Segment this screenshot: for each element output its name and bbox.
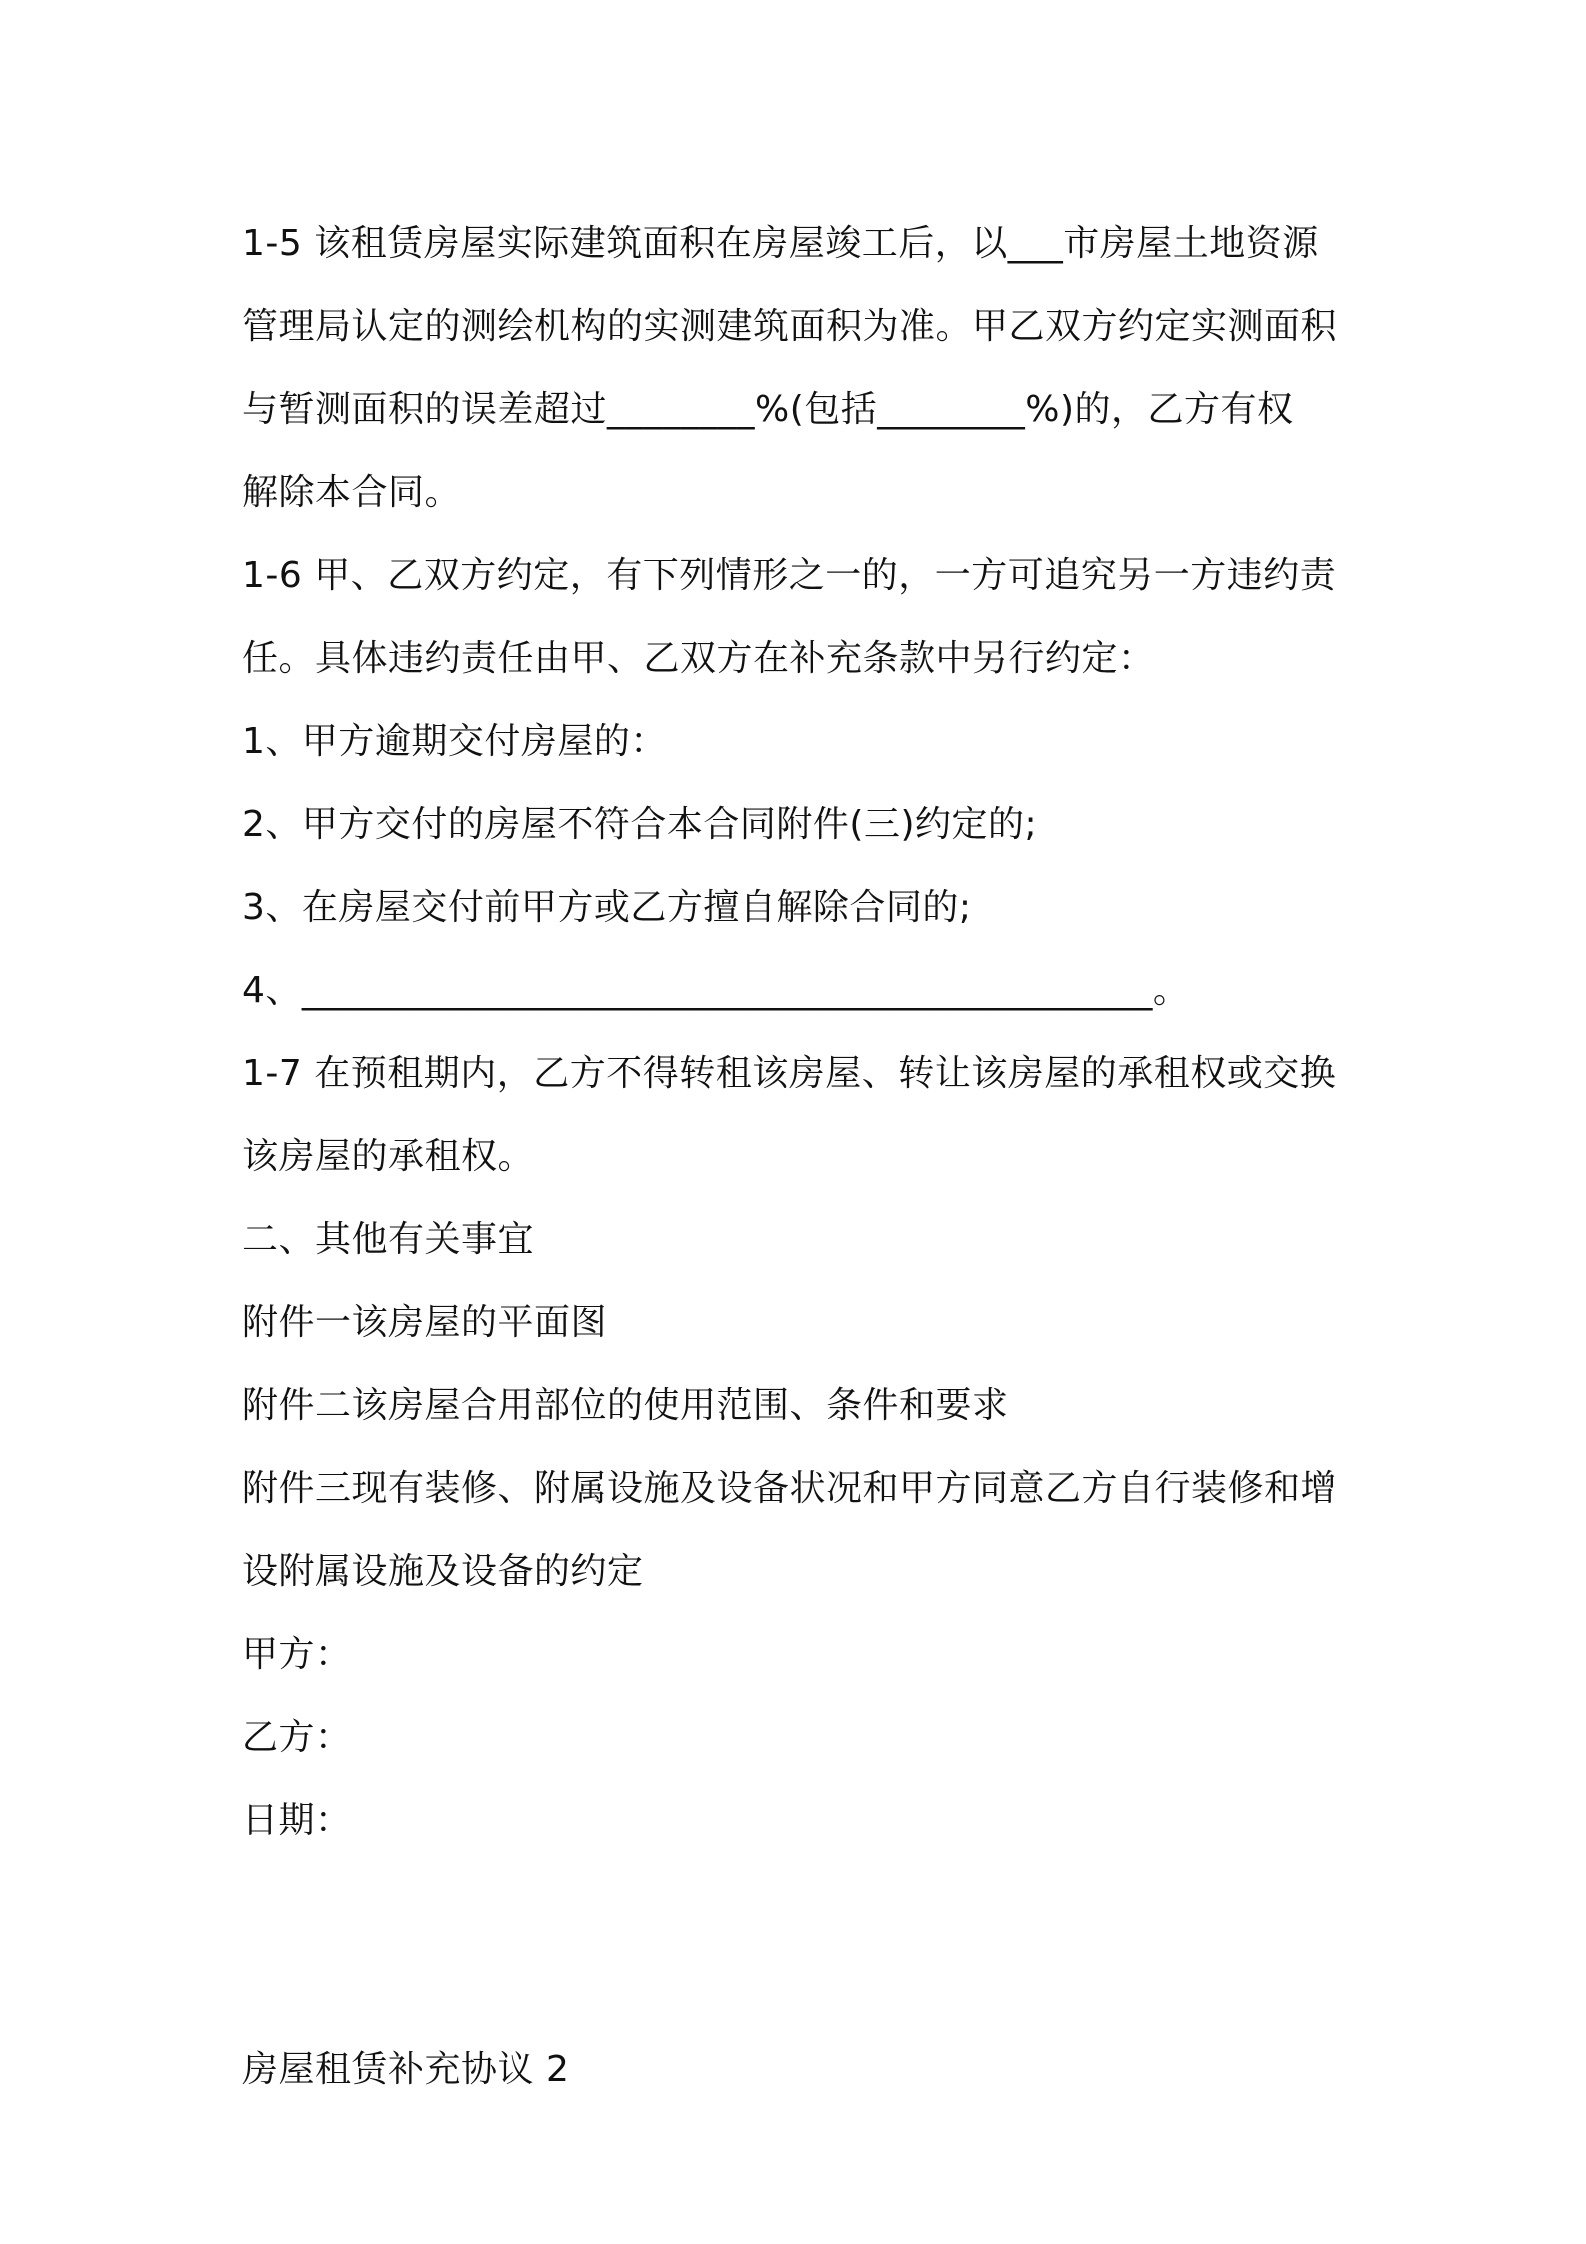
clause-1-5-line-1: 1-5 该租赁房屋实际建筑面积在房屋竣工后，以___市房屋土地资源 — [242, 223, 1319, 264]
attachment-1: 附件一该房屋的平面图 — [242, 1302, 608, 1343]
clause-1-7-line-1: 1-7 在预租期内，乙方不得转租该房屋、转让该房屋的承租权或交换 — [242, 1053, 1337, 1094]
attachment-3-line-1: 附件三现有装修、附属设施及设备状况和甲方同意乙方自行装修和增 — [242, 1468, 1338, 1509]
clause-1-7-line-2: 该房屋的承租权。 — [242, 1136, 535, 1177]
list-item-1: 1、甲方逾期交付房屋的： — [242, 721, 667, 762]
list-item-4: 4、______________________________________________。 — [242, 970, 1190, 1011]
party-b-signature-label: 乙方： — [242, 1717, 352, 1758]
clause-1-6-line-2: 任。具体违约责任由甲、乙双方在补充条款中另行约定： — [242, 638, 1155, 679]
attachment-2: 附件二该房屋合用部位的使用范围、条件和要求 — [242, 1385, 1009, 1426]
document-body — [242, 202, 1362, 2111]
clause-1-5-line-3: 与暂测面积的误差超过________%(包括________%)的，乙方有权 — [242, 389, 1294, 430]
list-item-2: 2、甲方交付的房屋不符合本合同附件(三)约定的; — [242, 804, 1038, 845]
list-item-3: 3、在房屋交付前甲方或乙方擅自解除合同的; — [242, 887, 972, 928]
party-a-signature-label: 甲方： — [242, 1634, 352, 1675]
section-title: 房屋租赁补充协议 2 — [242, 2049, 570, 2090]
clause-1-5-line-2: 管理局认定的测绘机构的实测建筑面积为准。甲乙双方约定实测面积 — [242, 306, 1338, 347]
date-label: 日期： — [242, 1800, 352, 1841]
attachment-3-line-2: 设附属设施及设备的约定 — [242, 1551, 644, 1592]
section-heading-other-matters: 二、其他有关事宜 — [242, 1219, 535, 1260]
spacer — [242, 1862, 1362, 2028]
clause-1-5-line-4: 解除本合同。 — [242, 472, 462, 513]
clause-1-6-line-1: 1-6 甲、乙双方约定，有下列情形之一的，一方可追究另一方违约责 — [242, 555, 1337, 596]
